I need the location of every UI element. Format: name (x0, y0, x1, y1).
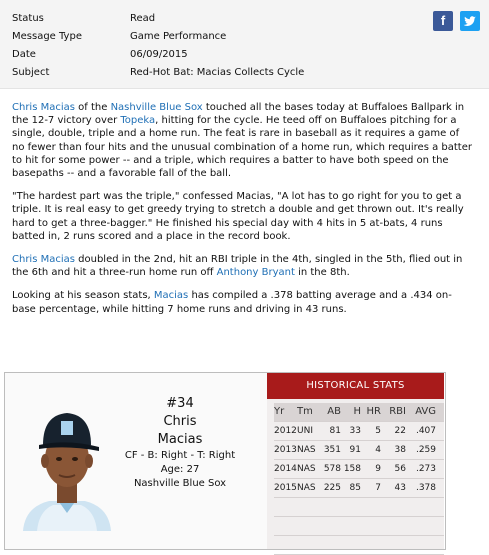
stats-header-row (274, 403, 444, 422)
historical-stats-title: HISTORICAL STATS (267, 373, 444, 399)
article-paragraph: Chris Macias doubled in the 2nd, hit an RBI triple in the 4th, singled in the 5th, flied out in the 6th and hit a three-run home run off Anthony Bryant in the 8th. (12, 254, 463, 279)
date-value: 06/09/2015 (130, 49, 188, 60)
stats-row-empty (274, 498, 444, 517)
pitcher-link[interactable]: Anthony Bryant (216, 267, 295, 279)
player-link[interactable]: Chris Macias (12, 102, 75, 113)
article-paragraph: Chris Macias of the Nashville Blue Sox touched all the bases today at Buffaloes Ballpark in the 12-7 victory over Topeka, hitting for the cycle. He teed off on Buffaloes pitching for a single, double, triple and a home run. The feat is rare in baseball as it requires a game of no fewer than four hits and the unusual combination of a home run, which requires a batter to hit for some power -- and a triple, which requires a batter to have both speed on the basepaths -- and a favorable fall of the ball. (12, 102, 472, 180)
facebook-share-button[interactable] (433, 11, 453, 31)
col-header-tm[interactable]: Tm (297, 406, 313, 417)
player-card-info (5, 373, 267, 549)
article-paragraph: Looking at his season stats, Macias has compiled a .378 batting average and a .434 on-base percentage, while hitting 7 home runs and driving in 43 runs. (12, 290, 452, 315)
historical-stats-table (274, 403, 444, 555)
col-header-rbi[interactable]: RBI (389, 406, 406, 417)
status-value: Read (130, 13, 156, 24)
stats-row: 2012 UNI 81 33 5 22 .407 (274, 422, 444, 441)
col-header-h[interactable]: H (353, 406, 361, 417)
message-header (0, 0, 489, 89)
status-label: Status (12, 13, 44, 24)
player-first-name: Chris (163, 414, 197, 429)
jersey-number: #34 (166, 396, 194, 411)
stats-row: 2015 NAS 225 85 7 43 .378 (274, 479, 444, 498)
stats-row-empty (274, 517, 444, 536)
opponent-link[interactable]: Topeka (120, 115, 156, 127)
team-link[interactable]: Nashville Blue Sox (110, 102, 203, 113)
player-team: Nashville Blue Sox (133, 478, 227, 489)
stats-row: 2013 NAS 351 91 4 38 .259 (274, 441, 444, 460)
article-paragraph: "The hardest part was the triple," confessed Macias, "A lot has to go right for you to get a triple. It is real easy to get greedy trying to stretch a double and get thrown out. It's really hard to get a three-bagger." He finished his special day with 4 hits in 5 at-bats, 4 runs batted in, 2 runs scored and a place in the record book. (12, 191, 464, 242)
article-body (12, 101, 474, 326)
twitter-share-button[interactable] (460, 11, 480, 31)
player-last-name: Macias (157, 432, 203, 447)
twitter-icon (463, 14, 477, 28)
player-age: Age: 27 (160, 464, 200, 475)
facebook-icon: f (440, 13, 446, 28)
player-details (115, 395, 245, 491)
player-card (4, 372, 446, 550)
player-link[interactable]: Chris Macias (12, 254, 75, 266)
stats-row: 2014 NAS 578 158 9 56 .273 (274, 460, 444, 479)
message-type-value: Game Performance (130, 31, 227, 42)
historical-stats-panel (267, 373, 444, 549)
stats-row-empty (274, 536, 444, 555)
col-header-avg[interactable]: AVG (415, 406, 436, 417)
subject-value: Red-Hot Bat: Macias Collects Cycle (130, 67, 305, 78)
date-label: Date (12, 49, 36, 60)
player-avatar[interactable] (19, 399, 115, 531)
player-link[interactable]: Macias (153, 290, 189, 302)
col-header-ab[interactable]: AB (327, 406, 341, 417)
player-positions: CF - B: Right - T: Right (124, 450, 236, 461)
message-type-label: Message Type (12, 31, 82, 42)
subject-label: Subject (12, 67, 50, 78)
col-header-yr[interactable]: Yr (274, 406, 285, 417)
col-header-hr[interactable]: HR (366, 406, 381, 417)
